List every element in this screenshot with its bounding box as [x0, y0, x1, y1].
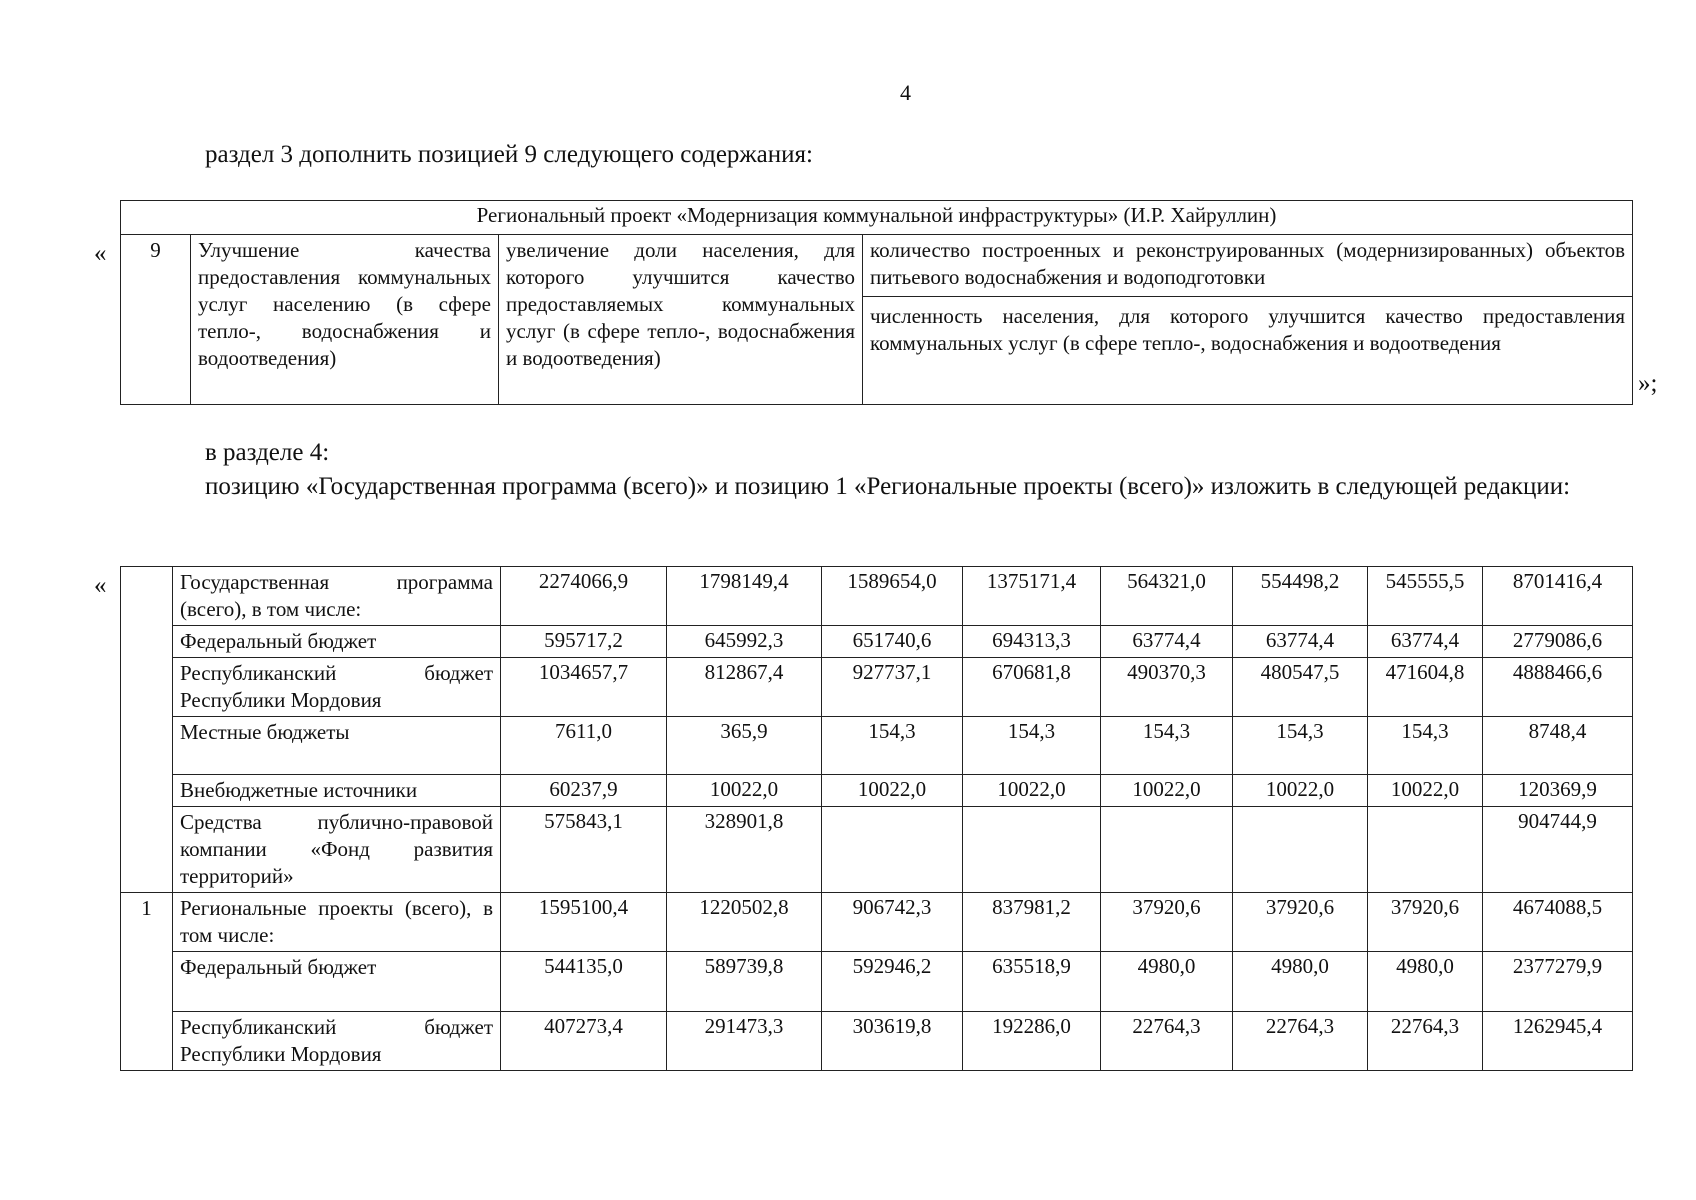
- funding-row: [121, 717, 1633, 775]
- value-cell: 1220502,8: [667, 893, 822, 952]
- funding-table: [120, 566, 1633, 1071]
- value-cell: 595717,2: [501, 626, 667, 658]
- value-cell: 4888466,6: [1483, 658, 1633, 717]
- page-number: 4: [900, 80, 911, 105]
- value-cell: 154,3: [1368, 717, 1483, 775]
- value-cell: 490370,3: [1101, 658, 1233, 717]
- value-cell: 154,3: [963, 717, 1101, 775]
- value-cell: 8701416,4: [1483, 567, 1633, 626]
- indicator-cell-2: численность населения, для которого улучшится качество предоставления коммунальных услуг (в сфере тепло-, водоснабжения и водоотведения: [863, 297, 1633, 405]
- value-cell: 906742,3: [822, 893, 963, 952]
- value-cell: 328901,8: [667, 807, 822, 893]
- value-cell: 1262945,4: [1483, 1012, 1633, 1071]
- value-cell: 120369,9: [1483, 775, 1633, 807]
- amendment-paragraph-section-4: позицию «Государственная программа (всего)» и позицию 1 «Региональные проекты (всего)» изложить в следующей редакции:: [205, 473, 1571, 500]
- value-cell: 1595100,4: [501, 893, 667, 952]
- value-cell: 291473,3: [667, 1012, 822, 1071]
- value-cell: 575843,1: [501, 807, 667, 893]
- value-cell: 670681,8: [963, 658, 1101, 717]
- regional-project-header: Региональный проект «Модернизация коммунальной инфраструктуры» (И.Р. Хайруллин): [121, 201, 1633, 235]
- value-cell: 927737,1: [822, 658, 963, 717]
- value-cell: [822, 807, 963, 893]
- value-cell: 544135,0: [501, 952, 667, 1012]
- value-cell: [963, 807, 1101, 893]
- funding-row: [121, 807, 1633, 893]
- value-cell: 545555,5: [1368, 567, 1483, 626]
- value-cell: 554498,2: [1233, 567, 1368, 626]
- value-cell: 22764,3: [1233, 1012, 1368, 1071]
- value-cell: 154,3: [1101, 717, 1233, 775]
- value-cell: 2779086,6: [1483, 626, 1633, 658]
- value-cell: 651740,6: [822, 626, 963, 658]
- value-cell: 564321,0: [1101, 567, 1233, 626]
- value-cell: 63774,4: [1368, 626, 1483, 658]
- value-cell: 2274066,9: [501, 567, 667, 626]
- row-label-cell: Государственная программа (всего), в том числе:: [173, 567, 501, 626]
- value-cell: 589739,8: [667, 952, 822, 1012]
- value-cell: 7611,0: [501, 717, 667, 775]
- funding-row: [121, 658, 1633, 717]
- task-cell: увеличение доли населения, для которого улучшится качество предоставляемых коммунальных услуг (в сфере тепло-, водоснабжения и водоотведения): [499, 235, 863, 405]
- row-label-cell: Федеральный бюджет: [173, 952, 501, 1012]
- value-cell: 37920,6: [1233, 893, 1368, 952]
- value-cell: 63774,4: [1101, 626, 1233, 658]
- value-cell: 4980,0: [1233, 952, 1368, 1012]
- value-cell: 365,9: [667, 717, 822, 775]
- row-index-cell: 1: [121, 893, 173, 1071]
- position-number: 9: [121, 235, 191, 405]
- value-cell: 592946,2: [822, 952, 963, 1012]
- value-cell: 63774,4: [1233, 626, 1368, 658]
- row-label-cell: Республиканский бюджет Республики Мордовия: [173, 1012, 501, 1071]
- value-cell: 904744,9: [1483, 807, 1633, 893]
- row-label-cell: Внебюджетные источники: [173, 775, 501, 807]
- value-cell: 635518,9: [963, 952, 1101, 1012]
- funding-row: [121, 893, 1633, 952]
- value-cell: [1101, 807, 1233, 893]
- value-cell: 22764,3: [1101, 1012, 1233, 1071]
- value-cell: 1589654,0: [822, 567, 963, 626]
- value-cell: 10022,0: [1233, 775, 1368, 807]
- value-cell: 1375171,4: [963, 567, 1101, 626]
- value-cell: 154,3: [822, 717, 963, 775]
- value-cell: 1798149,4: [667, 567, 822, 626]
- value-cell: 192286,0: [963, 1012, 1101, 1071]
- value-cell: 1034657,7: [501, 658, 667, 717]
- table1-open-quote: «: [94, 240, 107, 267]
- value-cell: 10022,0: [1101, 775, 1233, 807]
- amendment-paragraph-section-3: раздел 3 дополнить позицией 9 следующего содержания:: [205, 141, 813, 168]
- value-cell: 303619,8: [822, 1012, 963, 1071]
- value-cell: 4980,0: [1101, 952, 1233, 1012]
- row-label-cell: Местные бюджеты: [173, 717, 501, 775]
- value-cell: [1233, 807, 1368, 893]
- value-cell: 154,3: [1233, 717, 1368, 775]
- value-cell: 4674088,5: [1483, 893, 1633, 952]
- funding-row: [121, 952, 1633, 1012]
- row-label-cell: Региональные проекты (всего), в том числе:: [173, 893, 501, 952]
- value-cell: 10022,0: [963, 775, 1101, 807]
- section-4-heading: в разделе 4:: [205, 439, 330, 466]
- value-cell: 471604,8: [1368, 658, 1483, 717]
- value-cell: 837981,2: [963, 893, 1101, 952]
- table2-open-quote: «: [94, 572, 107, 599]
- funding-row: [121, 567, 1633, 626]
- value-cell: 10022,0: [667, 775, 822, 807]
- funding-row: [121, 626, 1633, 658]
- value-cell: [1368, 807, 1483, 893]
- value-cell: 22764,3: [1368, 1012, 1483, 1071]
- value-cell: 60237,9: [501, 775, 667, 807]
- funding-row: [121, 1012, 1633, 1071]
- regional-project-table: [120, 200, 1633, 405]
- value-cell: 480547,5: [1233, 658, 1368, 717]
- row-index-cell: [121, 567, 173, 893]
- value-cell: 4980,0: [1368, 952, 1483, 1012]
- value-cell: 8748,4: [1483, 717, 1633, 775]
- value-cell: 10022,0: [822, 775, 963, 807]
- table1-close-quote: »;: [1638, 370, 1658, 397]
- row-label-cell: Республиканский бюджет Республики Мордовия: [173, 658, 501, 717]
- value-cell: 407273,4: [501, 1012, 667, 1071]
- row-label-cell: Федеральный бюджет: [173, 626, 501, 658]
- value-cell: 10022,0: [1368, 775, 1483, 807]
- goal-cell: Улучшение качества предоставления коммунальных услуг населению (в сфере тепло-, водоснабжения и водоотведения): [191, 235, 499, 405]
- value-cell: 2377279,9: [1483, 952, 1633, 1012]
- value-cell: 694313,3: [963, 626, 1101, 658]
- value-cell: 645992,3: [667, 626, 822, 658]
- value-cell: 37920,6: [1368, 893, 1483, 952]
- value-cell: 812867,4: [667, 658, 822, 717]
- row-label-cell: Средства публично-правовой компании «Фонд развития территорий»: [173, 807, 501, 893]
- funding-row: [121, 775, 1633, 807]
- indicator-cell-1: количество построенных и реконструированных (модернизированных) объектов питьевого водоснабжения и водоподготовки: [863, 235, 1633, 297]
- value-cell: 37920,6: [1101, 893, 1233, 952]
